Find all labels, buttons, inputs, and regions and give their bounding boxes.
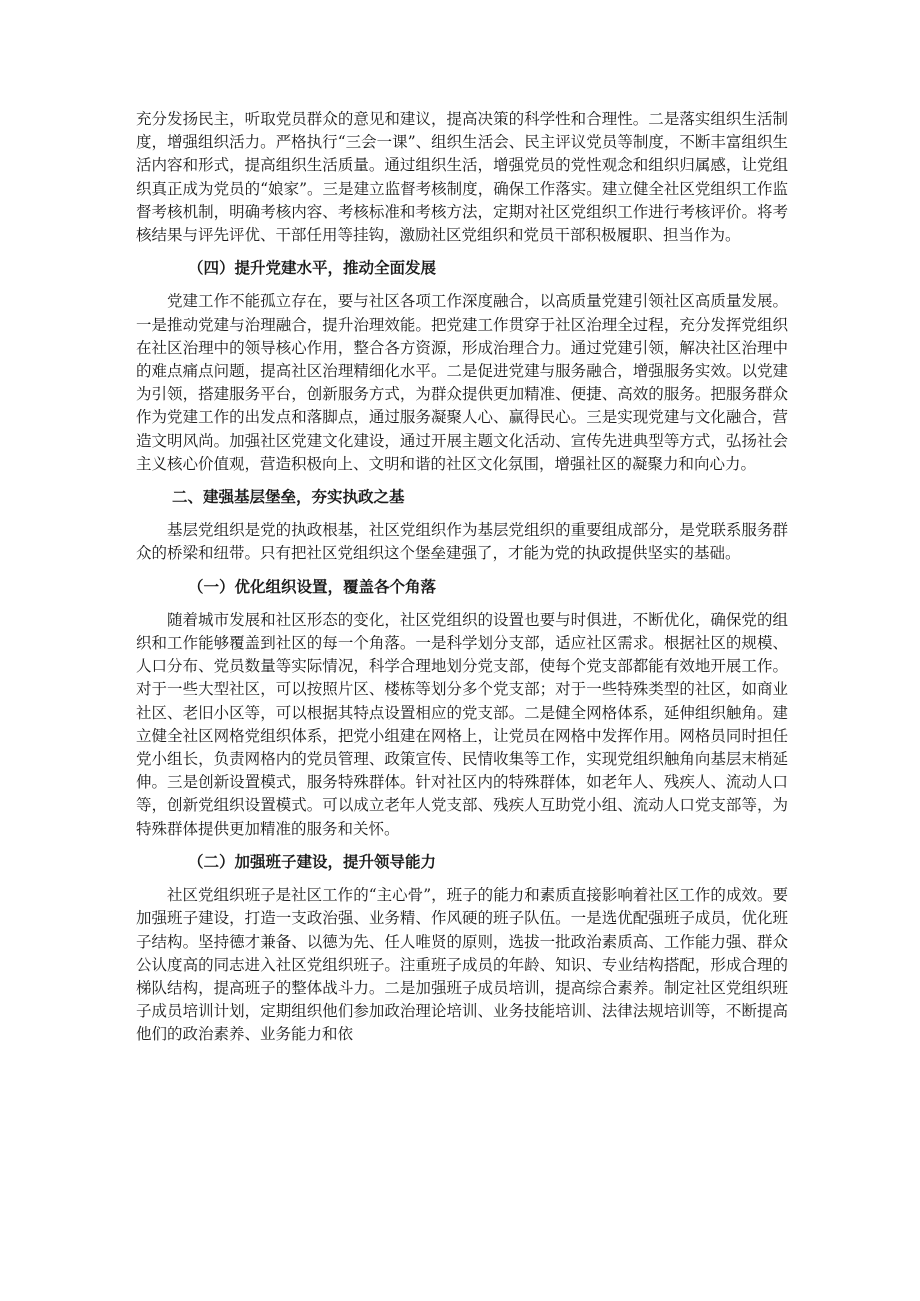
section-heading-4: （四）提升党建水平，推动全面发展 [188,259,437,278]
paragraph-party-building-integration: 党建工作不能孤立存在，要与社区各项工作深度融合，以高质量党建引领社区高质量发展。一是推动党建与治理融合，提升治理效能。把党建工作贯穿于社区治理全过程，充分发挥党组织在社区治理中的领导核心作用，整合各方资源，形成治理合力。通过党建引领，解决社区治理中的难点痛点问题，提高社区治理精细化水平。二是促进党建与服务融合，增强服务实效。以党建为引领，搭建服务平台，创新服务方式，为群众提供更加精准、便捷、高效的服务。把服务群众作为党建工作的出发点和落脚点，通过服务凝聚人心、赢得民心。三是实现党建与文化融合，营造文明风尚。加强社区党建文化建设，通过开展主题文化活动、宣传先进典型等方式，弘扬社会主义核心价值观，营造积极向上、文明和谐的社区文化氛围，增强社区的凝聚力和向心力。 [136,292,788,473]
paragraph-organization-life: 充分发扬民主，听取党员群众的意见和建议，提高决策的科学性和合理性。二是落实组织生活制度，增强组织活力。严格执行“三会一课”、组织生活会、民主评议党员等制度，不断丰富组织生活内容和形式，提高组织生活质量。通过组织生活，增强党员的党性观念和组织归属感，让党组织真正成为党员的“娘家”。三是建立监督考核制度，确保工作落实。建立健全社区党组织工作监督考核机制，明确考核内容、考核标准和考核方法，定期对社区党组织工作进行考核评价。将考核结果与评先评优、干部任用等挂钩，激励社区党组织和党员干部积极履职、担当作为。 [136,110,788,245]
section-heading-2: （二）加强班子建设，提升领导能力 [188,852,437,871]
chapter-heading-2: 二、建强基层堡垒，夯实执政之基 [172,488,405,507]
paragraph-organization-setup: 随着城市发展和社区形态的变化，社区党组织的设置也要与时俱进，不断优化，确保党的组织和工作能够覆盖到社区的每一个角落。一是科学划分支部，适应社区需求。根据社区的规模、人口分布、党员数量等实际情况，科学合理地划分党支部，使每个党支部都能有效地开展工作。对于一些大型社区，可以按照片区、楼栋等划分多个党支部；对于一些特殊类型的社区，如商业社区、老旧小区等，可以根据其特点设置相应的党支部。二是健全网格体系，延伸组织触角。建立健全社区网格党组织体系，把党小组建在网格上，让党员在网格中发挥作用。网格员同时担任党小组长，负责网格内的党员管理、政策宣传、民情收集等工作，实现党组织触角向基层末梢延伸。三是创新设置模式，服务特殊群体。针对社区内的特殊群体，如老年人、残疾人、流动人口等，创新党组织设置模式。可以成立老年人党支部、残疾人互助党小组、流动人口党支部等，为特殊群体提供更加精准的服务和关怀。 [136,610,788,838]
section-heading-1: （一）优化组织设置，覆盖各个角落 [188,577,437,596]
document-body [136,108,788,1057]
paragraph-grassroots-foundation: 基层党组织是党的执政根基，社区党组织作为基层党组织的重要组成部分，是党联系服务群众的桥梁和纽带。只有把社区党组织这个堡垒建强了，才能为党的执政提供坚实的基础。 [136,521,788,563]
paragraph-leadership-building: 社区党组织班子是社区工作的“主心骨”，班子的能力和素质直接影响着社区工作的成效。要加强班子建设，打造一支政治强、业务精、作风硬的班子队伍。一是选优配强班子成员，优化班子结构。坚持德才兼备、以德为先、任人唯贤的原则，选拔一批政治素质高、工作能力强、群众公认度高的同志进入社区党组织班子。注重班子成员的年龄、知识、专业结构搭配，形成合理的梯队结构，提高班子的整体战斗力。二是加强班子成员培训，提高综合素养。制定社区党组织班子成员培训计划，定期组织他们参加政治理论培训、业务技能培训、法律法规培训等，不断提高他们的政治素养、业务能力和依 [136,886,788,1044]
